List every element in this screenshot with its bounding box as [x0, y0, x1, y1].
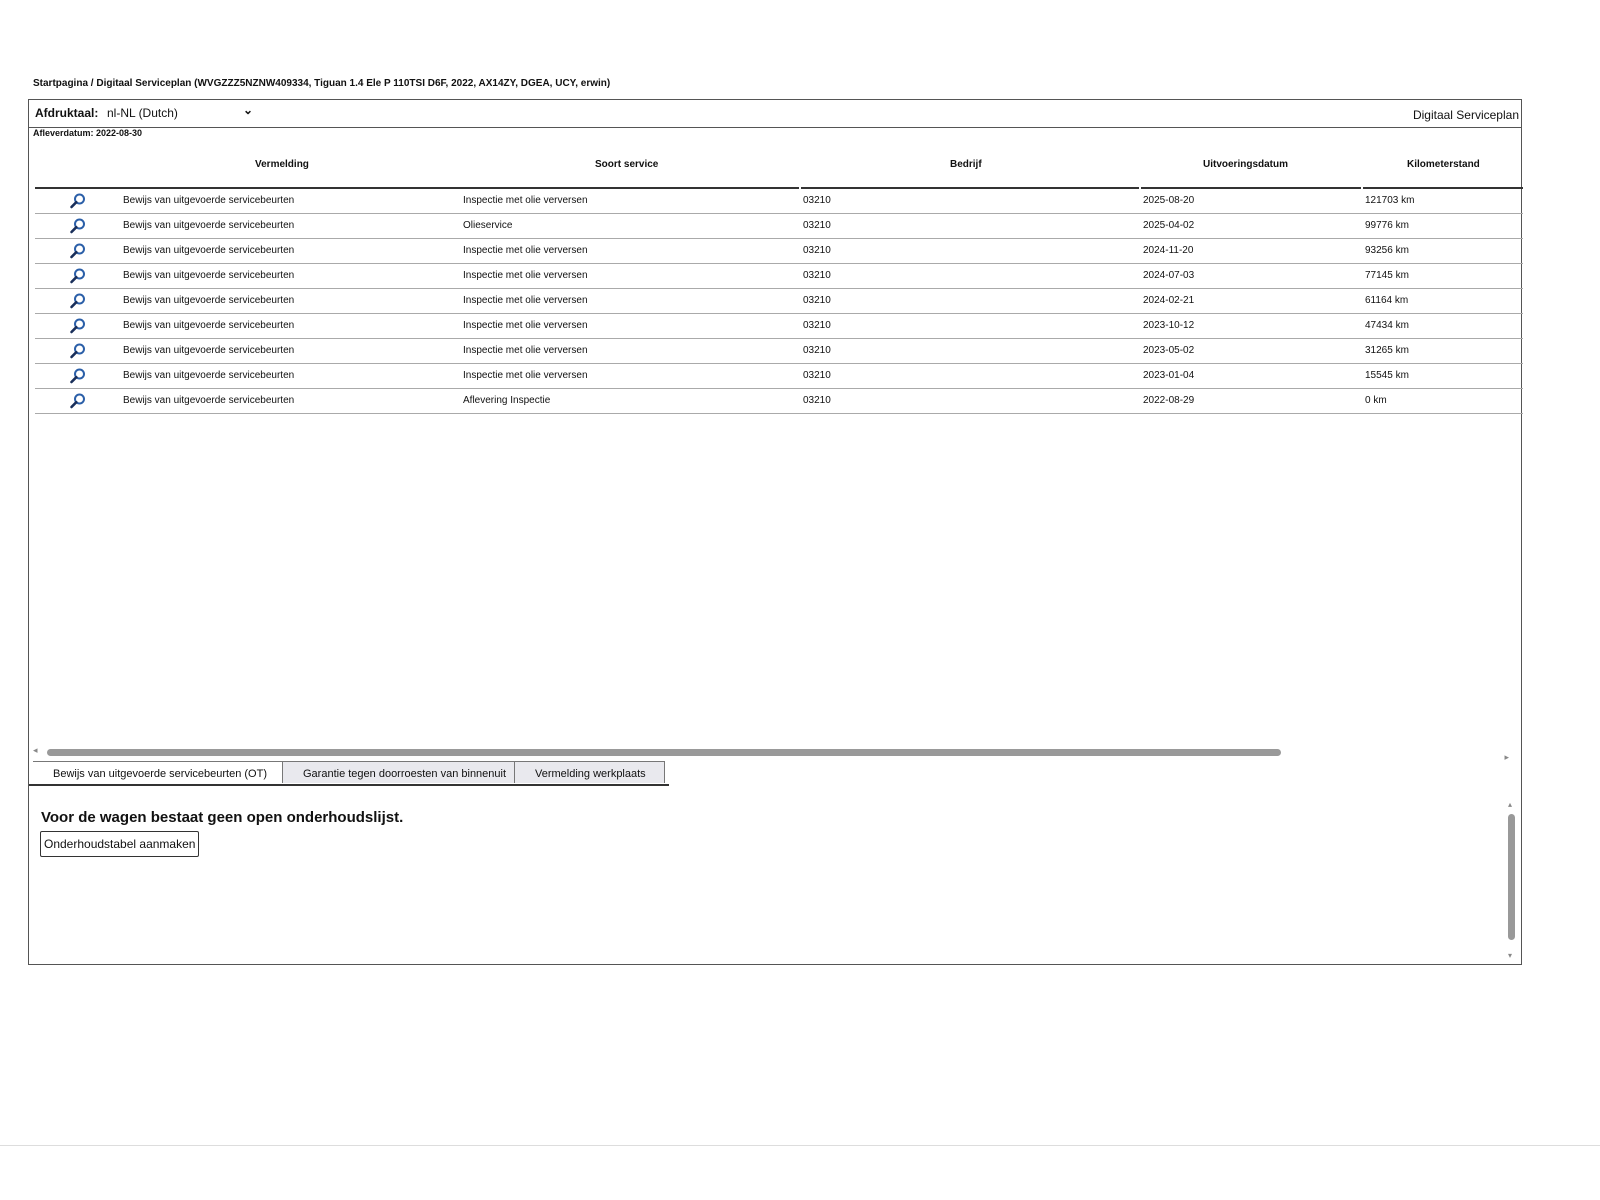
cell-kilometerstand: 0 km	[1365, 395, 1387, 406]
column-header-uitvoeringsdatum[interactable]: Uitvoeringsdatum	[1203, 159, 1289, 170]
cell-kilometerstand: 121703 km	[1365, 195, 1415, 206]
cell-vermelding: Bewijs van uitgevoerde servicebeurten	[123, 370, 295, 381]
plan-title: Digitaal Serviceplan	[1412, 108, 1519, 122]
cell-vermelding: Bewijs van uitgevoerde servicebeurten	[123, 320, 295, 331]
tabs-baseline	[29, 784, 669, 786]
table-row[interactable]	[35, 364, 1523, 389]
service-table	[35, 147, 1523, 414]
table-row[interactable]	[35, 239, 1523, 264]
cell-uitvoeringsdatum: 2023-05-02	[1143, 345, 1195, 356]
scroll-left-icon[interactable]: ◂	[33, 745, 38, 755]
maintenance-message: Voor de wagen bestaat geen open onderhoudslijst.	[41, 809, 404, 826]
cell-vermelding: Bewijs van uitgevoerde servicebeurten	[123, 245, 295, 256]
top-toolbar	[29, 100, 1521, 128]
cell-vermelding: Bewijs van uitgevoerde servicebeurten	[123, 345, 295, 356]
language-select[interactable]	[107, 102, 257, 124]
cell-kilometerstand: 15545 km	[1365, 370, 1409, 381]
table-row[interactable]	[35, 289, 1523, 314]
cell-soort-service: Inspectie met olie verversen	[463, 320, 588, 331]
scroll-down-icon[interactable]: ▾	[1508, 951, 1513, 960]
cell-soort-service: Inspectie met olie verversen	[463, 370, 588, 381]
table-row[interactable]	[35, 389, 1523, 414]
column-header-vermelding[interactable]: Vermelding	[255, 159, 309, 170]
magnifier-icon[interactable]	[69, 192, 87, 210]
cell-bedrijf: 03210	[803, 195, 831, 206]
service-plan-panel	[28, 99, 1522, 965]
magnifier-icon[interactable]	[69, 342, 87, 360]
column-header-kilometerstand[interactable]: Kilometerstand	[1407, 159, 1480, 170]
create-maintenance-table-button[interactable]: Onderhoudstabel aanmaken	[40, 831, 199, 857]
table-row[interactable]	[35, 214, 1523, 239]
table-row[interactable]	[35, 189, 1523, 214]
cell-soort-service: Aflevering Inspectie	[463, 395, 551, 406]
cell-bedrijf: 03210	[803, 270, 831, 281]
cell-uitvoeringsdatum: 2024-02-21	[1143, 295, 1195, 306]
cell-vermelding: Bewijs van uitgevoerde servicebeurten	[123, 220, 295, 231]
language-value: nl-NL (Dutch)	[107, 106, 178, 120]
magnifier-icon[interactable]	[69, 317, 87, 335]
cell-vermelding: Bewijs van uitgevoerde servicebeurten	[123, 295, 295, 306]
breadcrumb[interactable]: Startpagina / Digitaal Serviceplan (WVGZZZ5NZNW409334, Tiguan 1.4 Ele P 110TSI D6F, 2022, AX14ZY, DGEA, UCY, erwin)	[33, 78, 611, 89]
tab-garantie-doorroesten[interactable]: Garantie tegen doorroesten van binnenuit	[283, 761, 515, 783]
cell-soort-service: Inspectie met olie verversen	[463, 270, 588, 281]
cell-uitvoeringsdatum: 2022-08-29	[1143, 395, 1195, 406]
cell-soort-service: Olieservice	[463, 220, 513, 231]
table-row[interactable]	[35, 339, 1523, 364]
column-header-soort-service[interactable]: Soort service	[595, 159, 659, 170]
cell-soort-service: Inspectie met olie verversen	[463, 195, 588, 206]
cell-uitvoeringsdatum: 2023-10-12	[1143, 320, 1195, 331]
cell-soort-service: Inspectie met olie verversen	[463, 245, 588, 256]
cell-bedrijf: 03210	[803, 370, 831, 381]
cell-uitvoeringsdatum: 2023-01-04	[1143, 370, 1195, 381]
vertical-scrollbar[interactable]	[1507, 800, 1517, 960]
tab-servicebeurten[interactable]: Bewijs van uitgevoerde servicebeurten (OT)	[33, 761, 283, 783]
scroll-right-icon[interactable]: ▸	[1504, 752, 1509, 762]
vertical-scrollbar-thumb[interactable]	[1508, 814, 1515, 940]
cell-bedrijf: 03210	[803, 220, 831, 231]
column-header-bedrijf[interactable]: Bedrijf	[950, 159, 982, 170]
table-row[interactable]	[35, 314, 1523, 339]
cell-soort-service: Inspectie met olie verversen	[463, 345, 588, 356]
scroll-up-icon[interactable]: ▴	[1508, 800, 1513, 809]
table-row[interactable]	[35, 264, 1523, 289]
cell-uitvoeringsdatum: 2025-04-02	[1143, 220, 1195, 231]
cell-kilometerstand: 31265 km	[1365, 345, 1409, 356]
magnifier-icon[interactable]	[69, 292, 87, 310]
magnifier-icon[interactable]	[69, 367, 87, 385]
cell-soort-service: Inspectie met olie verversen	[463, 295, 588, 306]
cell-bedrijf: 03210	[803, 245, 831, 256]
cell-vermelding: Bewijs van uitgevoerde servicebeurten	[123, 195, 295, 206]
cell-vermelding: Bewijs van uitgevoerde servicebeurten	[123, 395, 295, 406]
cell-bedrijf: 03210	[803, 345, 831, 356]
tab-vermelding-werkplaats[interactable]: Vermelding werkplaats	[515, 761, 665, 783]
cell-vermelding: Bewijs van uitgevoerde servicebeurten	[123, 270, 295, 281]
magnifier-icon[interactable]	[69, 392, 87, 410]
magnifier-icon[interactable]	[69, 217, 87, 235]
scrollbar-thumb[interactable]	[47, 749, 1281, 756]
delivery-date: Afleverdatum: 2022-08-30	[33, 128, 143, 138]
cell-kilometerstand: 93256 km	[1365, 245, 1409, 256]
tab-bar	[29, 761, 669, 785]
table-body	[35, 189, 1523, 414]
table-header	[35, 147, 1523, 189]
cell-uitvoeringsdatum: 2024-11-20	[1143, 245, 1194, 256]
cell-kilometerstand: 99776 km	[1365, 220, 1409, 231]
cell-kilometerstand: 77145 km	[1365, 270, 1409, 281]
cell-kilometerstand: 47434 km	[1365, 320, 1409, 331]
cell-bedrijf: 03210	[803, 295, 831, 306]
magnifier-icon[interactable]	[69, 242, 87, 260]
magnifier-icon[interactable]	[69, 267, 87, 285]
cell-uitvoeringsdatum: 2025-08-20	[1143, 195, 1195, 206]
cell-bedrijf: 03210	[803, 395, 831, 406]
cell-uitvoeringsdatum: 2024-07-03	[1143, 270, 1195, 281]
page-bottom-rule	[0, 1145, 1600, 1146]
cell-kilometerstand: 61164 km	[1365, 295, 1409, 306]
language-label: Afdruktaal:	[35, 106, 99, 120]
horizontal-scrollbar[interactable]	[33, 745, 1521, 762]
chevron-down-icon: ⌄	[242, 103, 253, 117]
cell-bedrijf: 03210	[803, 320, 831, 331]
